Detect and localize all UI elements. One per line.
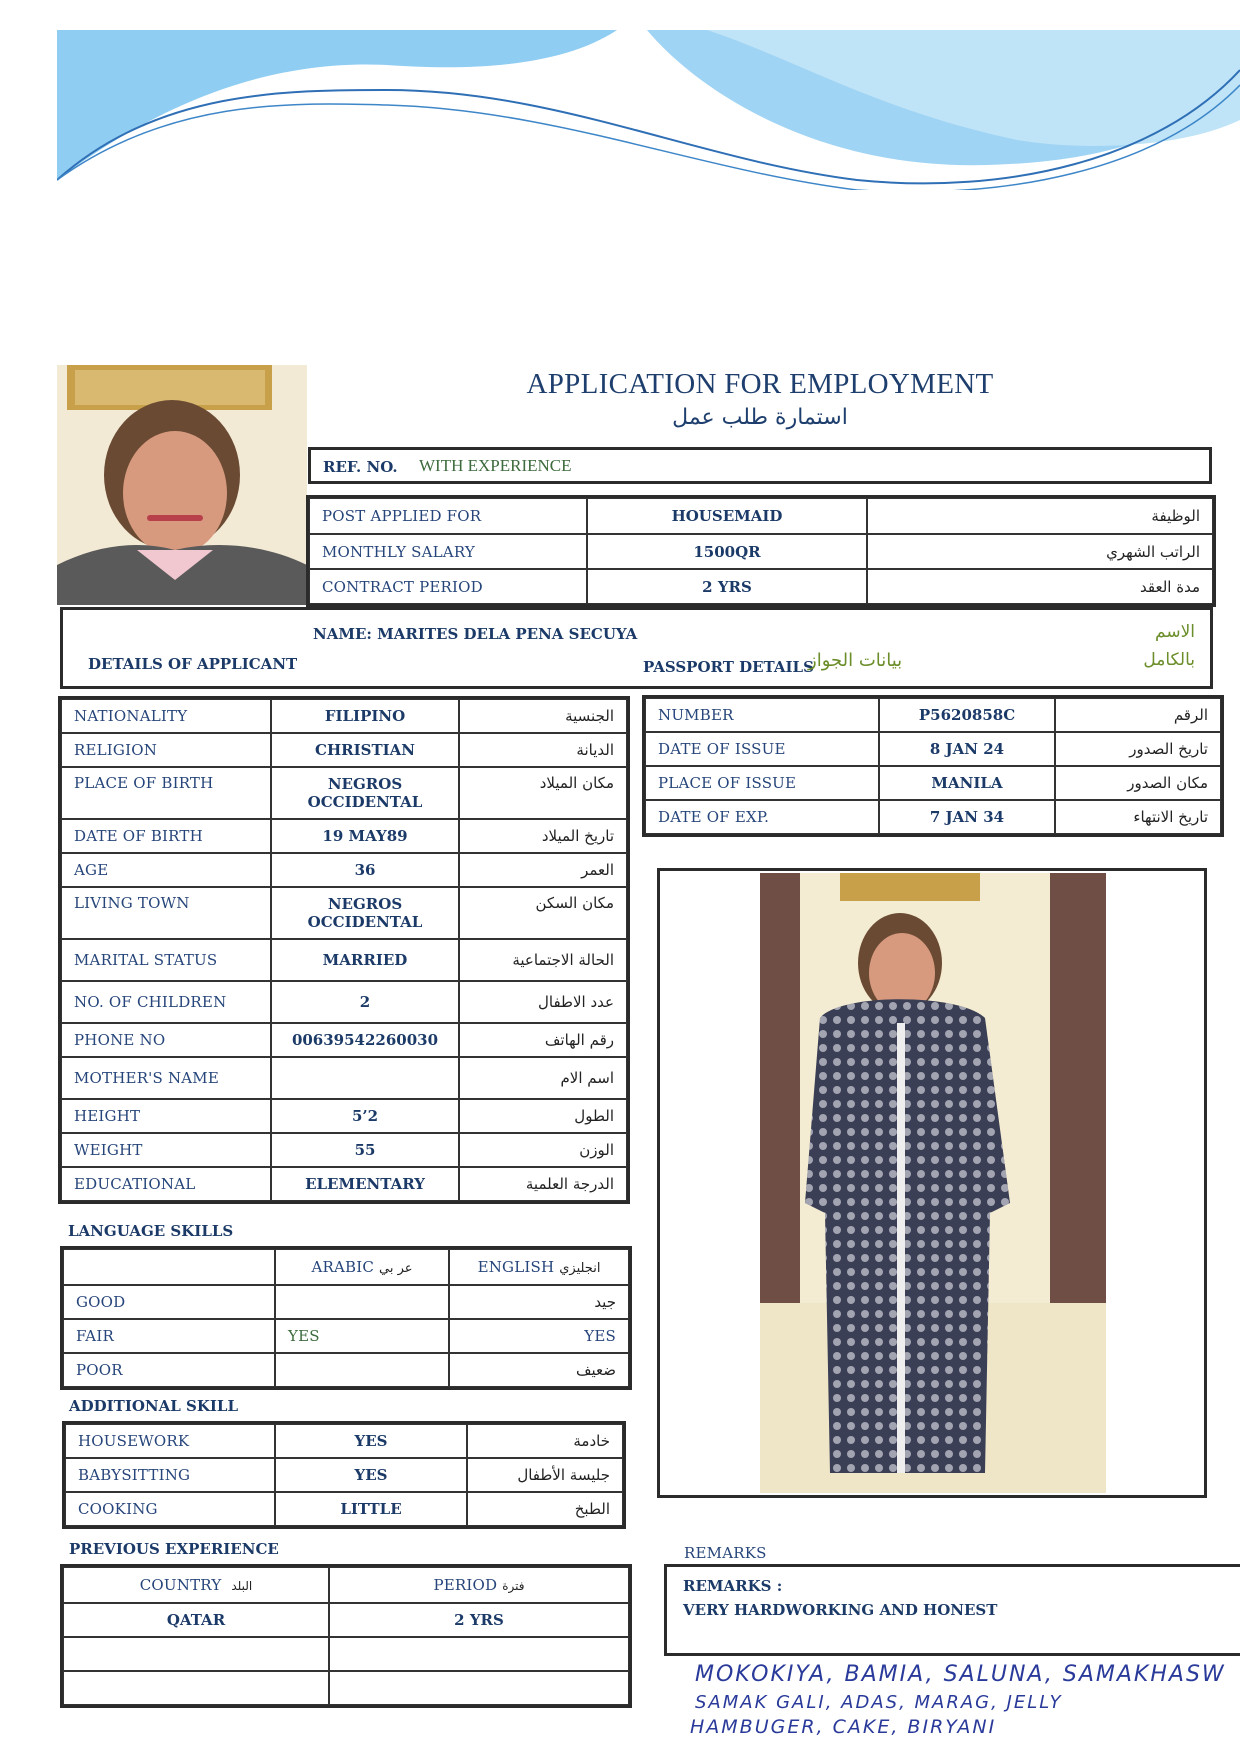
applicant-row-label-arabic: العمر [459,853,627,887]
experience-col-country-label: COUNTRY [139,1576,222,1594]
passport-row-value: 8 JAN 24 [879,732,1055,766]
post-row [309,498,1213,534]
passport-row-label: PLACE OF ISSUE [645,766,879,800]
passport-details-heading-arabic: بيانات الجواز [808,650,903,671]
additional-skill-row-label-arabic: خادمة [467,1424,623,1458]
experience-col-period [329,1567,629,1603]
language-skills-table [62,1248,630,1388]
passport-row [645,698,1221,732]
applicant-row [61,1133,627,1167]
applicant-row-value [271,1057,459,1099]
additional-skill-row-value: LITTLE [275,1492,467,1526]
ref-no-value: WITH EXPERIENCE [419,456,572,475]
remarks-label: REMARKS : [683,1577,783,1595]
name-box [60,607,1213,689]
applicant-row-label-arabic: رقم الهاتف [459,1023,627,1057]
experience-col-country [63,1567,329,1603]
applicant-row [61,733,627,767]
applicant-row-label: MARITAL STATUS [61,939,271,981]
language-english-value: YES [449,1319,629,1353]
post-row-value: 2 YRS [587,569,867,604]
passport-row [645,732,1221,766]
language-row [63,1353,629,1387]
applicant-row-label: RELIGION [61,733,271,767]
previous-experience-table [62,1566,630,1706]
post-row-label: POST APPLIED FOR [309,498,587,534]
passport-row-value: P5620858C [879,698,1055,732]
applicant-row-value: 36 [271,853,459,887]
applicant-row-label-arabic: الطول [459,1099,627,1133]
language-col-english [449,1249,629,1285]
applicant-row-value: 2 [271,981,459,1023]
language-arabic-value [275,1285,449,1319]
applicant-row-value: CHRISTIAN [271,733,459,767]
post-row-label: CONTRACT PERIOD [309,569,587,604]
experience-country: QATAR [63,1603,329,1637]
applicant-row-label: AGE [61,853,271,887]
additional-skill-heading: ADDITIONAL SKILL [69,1397,239,1415]
language-col-english-label-ar: انجليزي [559,1261,601,1276]
post-row [309,534,1213,569]
applicant-row-label-arabic: تاريخ الميلاد [459,819,627,853]
previous-experience-heading: PREVIOUS EXPERIENCE [69,1540,279,1558]
applicant-details-table [60,698,628,1202]
applicant-row-label: HEIGHT [61,1099,271,1133]
passport-row-label: DATE OF ISSUE [645,732,879,766]
applicant-row-value: FILIPINO [271,699,459,733]
language-row [63,1285,629,1319]
applicant-row-value: NEGROS OCCIDENTAL [271,887,459,939]
applicant-row-label: NO. OF CHILDREN [61,981,271,1023]
language-row [63,1319,629,1353]
additional-skill-row [65,1424,623,1458]
handwritten-note-line1: MOKOKIYA, BAMIA, SALUNA, SAMAKHASW [695,1662,1226,1687]
ref-no-label: REF. NO. [323,458,398,476]
applicant-full-body-photo [760,873,1106,1493]
additional-skill-row-label-arabic: جليسة الأطفال [467,1458,623,1492]
applicant-row-label-arabic: اسم الام [459,1057,627,1099]
applicant-row-label: PLACE OF BIRTH [61,767,271,819]
applicant-row [61,767,627,819]
experience-period [329,1637,629,1671]
additional-skill-row-value: YES [275,1424,467,1458]
post-row-value: 1500QR [587,534,867,569]
page-title: APPLICATION FOR EMPLOYMENT [526,368,994,400]
post-table [308,497,1214,605]
passport-details-table [644,697,1222,835]
applicant-row-value: MARRIED [271,939,459,981]
applicant-row [61,1023,627,1057]
applicant-row [61,1167,627,1201]
experience-country [63,1637,329,1671]
post-row-label-arabic: الراتب الشهري [867,534,1213,569]
applicant-row [61,853,627,887]
applicant-row [61,981,627,1023]
additional-skill-table [64,1423,624,1527]
additional-skill-row-label: HOUSEWORK [65,1424,275,1458]
language-level-label: POOR [63,1353,275,1387]
passport-row-label: NUMBER [645,698,879,732]
reference-box [308,447,1212,484]
passport-details-heading: PASSPORT DETAILS [643,658,814,676]
header-wave-banner [57,30,1240,190]
language-level-label: GOOD [63,1285,275,1319]
applicant-portrait-photo [57,365,307,605]
additional-skill-row [65,1492,623,1526]
details-of-applicant-heading: DETAILS OF APPLICANT [88,655,298,673]
experience-row [63,1671,629,1705]
applicant-row [61,699,627,733]
language-english-cell [449,1285,629,1319]
full-name-label-arabic-line1: الاسم [1155,622,1195,642]
passport-row-label-arabic: تاريخ الانتهاء [1055,800,1221,834]
language-header-row [63,1249,629,1285]
experience-period: 2 YRS [329,1603,629,1637]
language-arabic-value: YES [275,1319,449,1353]
experience-country [63,1671,329,1705]
remarks-text: VERY HARDWORKING AND HONEST [683,1601,998,1619]
applicant-row-label: EDUCATIONAL [61,1167,271,1201]
applicant-row-label: WEIGHT [61,1133,271,1167]
language-col-arabic-label: ARABIC [311,1258,375,1276]
language-col-arabic [275,1249,449,1285]
experience-col-country-label-ar: البلد [231,1579,253,1593]
full-name-label-arabic-line2: بالكامل [1143,650,1195,670]
applicant-row [61,939,627,981]
applicant-row-label-arabic: الديانة [459,733,627,767]
passport-row [645,800,1221,834]
applicant-row-label: NATIONALITY [61,699,271,733]
applicant-row-value: ELEMENTARY [271,1167,459,1201]
applicant-row-value: NEGROS OCCIDENTAL [271,767,459,819]
experience-col-period-label: PERIOD [433,1576,498,1594]
handwritten-note-line3: HAMBUGER, CAKE, BIRYANI [690,1716,997,1738]
language-level-label-ar: جيد [594,1293,616,1311]
handwritten-note-line2: SAMAK GALI, ADAS, MARAG, JELLY [695,1692,1063,1713]
applicant-row-value: 00639542260030 [271,1023,459,1057]
applicant-row [61,887,627,939]
passport-row [645,766,1221,800]
passport-row-label-arabic: الرقم [1055,698,1221,732]
passport-row-value: 7 JAN 34 [879,800,1055,834]
applicant-row-label-arabic: الحالة الاجتماعية [459,939,627,981]
post-row-label-arabic: الوظيفة [867,498,1213,534]
applicant-full-body-photo-frame [657,868,1207,1498]
passport-row-label-arabic: مكان الصدور [1055,766,1221,800]
experience-period [329,1671,629,1705]
applicant-row-label: DATE OF BIRTH [61,819,271,853]
language-arabic-value [275,1353,449,1387]
applicant-row-label-arabic: الدرجة العلمية [459,1167,627,1201]
passport-row-label-arabic: تاريخ الصدور [1055,732,1221,766]
applicant-row-value: 55 [271,1133,459,1167]
language-level-label-ar: ضعيف [575,1361,616,1379]
language-col-arabic-label-ar: عر بي [379,1261,413,1276]
page-title-arabic: استمارة طلب عمل [672,405,848,430]
language-skills-heading: LANGUAGE SKILLS [68,1222,234,1240]
remarks-box [664,1564,1240,1656]
post-row [309,569,1213,604]
passport-row-value: MANILA [879,766,1055,800]
additional-skill-row-label: BABYSITTING [65,1458,275,1492]
applicant-row [61,819,627,853]
applicant-row-label-arabic: الوزن [459,1133,627,1167]
experience-col-period-label-ar: فترة [502,1579,525,1593]
post-row-value: HOUSEMAID [587,498,867,534]
language-header-blank [63,1249,275,1285]
applicant-row-label-arabic: مكان الميلاد [459,767,627,819]
language-col-english-label: ENGLISH [477,1258,555,1276]
applicant-name: NAME: MARITES DELA PENA SECUYA [313,625,638,643]
passport-row-label: DATE OF EXP. [645,800,879,834]
applicant-row-label: LIVING TOWN [61,887,271,939]
experience-row [63,1637,629,1671]
additional-skill-row-label: COOKING [65,1492,275,1526]
applicant-row-value: 19 MAY89 [271,819,459,853]
applicant-row [61,1099,627,1133]
applicant-row-label-arabic: مكان السكن [459,887,627,939]
language-level-label: FAIR [63,1319,275,1353]
post-row-label: MONTHLY SALARY [309,534,587,569]
additional-skill-row-value: YES [275,1458,467,1492]
additional-skill-row [65,1458,623,1492]
applicant-row-value: 5’2 [271,1099,459,1133]
applicant-row [61,1057,627,1099]
applicant-row-label-arabic: الجنسية [459,699,627,733]
post-row-label-arabic: مدة العقد [867,569,1213,604]
applicant-row-label-arabic: عدد الاطفال [459,981,627,1023]
applicant-row-label: MOTHER'S NAME [61,1057,271,1099]
experience-row [63,1603,629,1637]
experience-header-row [63,1567,629,1603]
additional-skill-row-label-arabic: الطبخ [467,1492,623,1526]
language-english-cell [449,1353,629,1387]
remarks-section-label: REMARKS [684,1544,767,1562]
applicant-row-label: PHONE NO [61,1023,271,1057]
